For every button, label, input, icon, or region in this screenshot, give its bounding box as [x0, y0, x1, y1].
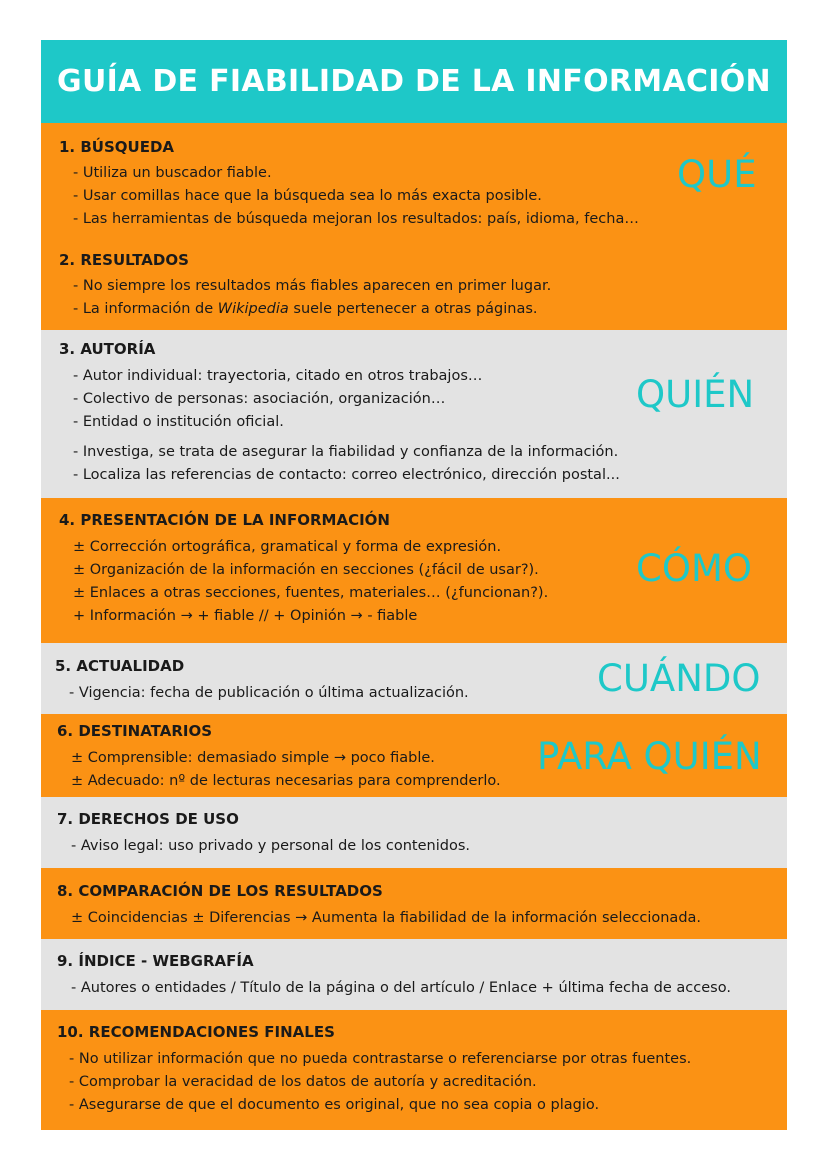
section-que — [41, 123, 787, 330]
presentacion-line: + Información → + fiable // + Opinión → - fiable — [73, 608, 418, 624]
wiki-line-before: - La información de — [73, 301, 218, 317]
wiki-line-after: suele pertenecer a otras páginas. — [288, 301, 538, 317]
section-heading-webgrafia: 9. ÍNDICE - WEBGRAFÍA — [57, 952, 254, 970]
reliability-guide — [41, 40, 787, 1130]
autoria-line: - Colectivo de personas: asociación, organización… — [73, 391, 446, 407]
actualidad-line: - Vigencia: fecha de publicación o última actualización. — [69, 685, 469, 701]
section-heading-busqueda: 1. BÚSQUEDA — [59, 138, 175, 156]
comparacion-line: ± Coincidencias ± Diferencias → Aumenta la fiabilidad de la información seleccionada. — [71, 910, 702, 926]
autoria-line: - Investiga, se trata de asegurar la fiabilidad y confianza de la información. — [73, 444, 619, 460]
recomendaciones-line: - Comprobar la veracidad de los datos de autoría y acreditación. — [69, 1074, 537, 1090]
autoria-line: - Localiza las referencias de contacto: correo electrónico, dirección postal... — [73, 467, 620, 483]
section-comparacion — [41, 868, 787, 939]
section-heading-destinatarios: 6. DESTINATARIOS — [57, 722, 213, 740]
section-heading-presentacion: 4. PRESENTACIÓN DE LA INFORMACIÓN — [59, 511, 390, 529]
tag-cuando: CUÁNDO — [597, 657, 761, 700]
busqueda-line: - Usar comillas hace que la búsqueda sea lo más exacta posible. — [73, 188, 542, 204]
webgrafia-line: - Autores o entidades / Título de la página o del artículo / Enlace + última fecha de acceso. — [71, 980, 731, 996]
guide-header — [41, 40, 787, 123]
section-heading-actualidad: 5. ACTUALIDAD — [55, 657, 185, 675]
section-heading-derechos: 7. DERECHOS DE USO — [57, 810, 239, 828]
section-cuando — [41, 643, 787, 714]
section-recomendaciones — [41, 1010, 787, 1130]
presentacion-line: ± Organización de la información en secciones (¿fácil de usar?). — [73, 562, 539, 578]
busqueda-line: - Utiliza un buscador fiable. — [73, 165, 272, 181]
section-heading-autoria: 3. AUTORÍA — [59, 340, 156, 358]
section-webgrafia — [41, 939, 787, 1010]
wiki-line-italic: Wikipedia — [217, 301, 289, 317]
section-heading-comparacion: 8. COMPARACIÓN DE LOS RESULTADOS — [57, 882, 383, 900]
section-quien — [41, 330, 787, 498]
tag-que: QUÉ — [677, 153, 757, 196]
section-heading-recomendaciones: 10. RECOMENDACIONES FINALES — [57, 1023, 335, 1041]
autoria-line: - Autor individual: trayectoria, citado en otros trabajos… — [73, 368, 483, 384]
presentacion-line: ± Enlaces a otras secciones, fuentes, materiales… (¿funcionan?). — [73, 585, 549, 601]
resultados-line: - No siempre los resultados más fiables aparecen en primer lugar. — [73, 278, 552, 294]
destinatarios-line: ± Adecuado: nº de lecturas necesarias para comprenderlo. — [71, 773, 501, 789]
tag-para-quien: PARA QUIÉN — [537, 735, 762, 778]
section-derechos — [41, 797, 787, 868]
derechos-line: - Aviso legal: uso privado y personal de los contenidos. — [71, 838, 470, 854]
presentacion-line: ± Corrección ortográfica, gramatical y forma de expresión. — [73, 539, 502, 555]
recomendaciones-line: - Asegurarse de que el documento es original, que no sea copia o plagio. — [69, 1097, 600, 1113]
autoria-line: - Entidad o institución oficial. — [73, 414, 284, 430]
tag-quien: QUIÉN — [636, 373, 755, 416]
tag-como: CÓMO — [636, 547, 753, 590]
section-para-quien — [41, 714, 787, 797]
recomendaciones-line: - No utilizar información que no pueda contrastarse o referenciarse por otras fuentes. — [69, 1051, 692, 1067]
page-title: GUÍA DE FIABILIDAD DE LA INFORMACIÓN — [57, 64, 771, 99]
destinatarios-line: ± Comprensible: demasiado simple → poco fiable. — [71, 750, 435, 766]
resultados-wiki-line — [73, 300, 538, 318]
busqueda-line: - Las herramientas de búsqueda mejoran los resultados: país, idioma, fecha… — [73, 211, 639, 227]
section-heading-resultados: 2. RESULTADOS — [59, 251, 189, 269]
section-como — [41, 498, 787, 643]
